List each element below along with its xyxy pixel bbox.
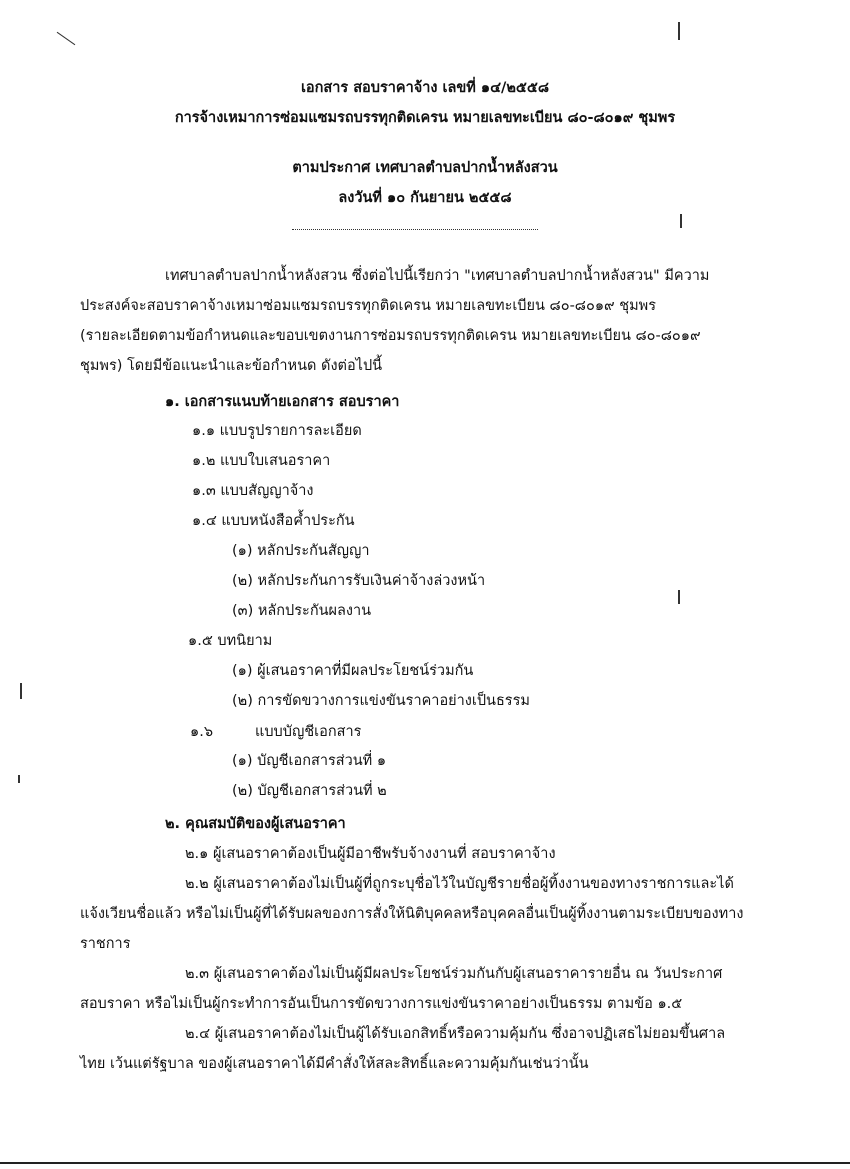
announcement-date: ลงวันที่ ๑๐ กันยายน ๒๕๕๘ (338, 190, 512, 206)
qualification-2-2-line-3: ราชการ (80, 936, 131, 952)
attachment-item: ๑.๓ แบบสัญญาจ้าง (192, 483, 314, 499)
document-list-item: (๑) บัญชีเอกสารส่วนที่ ๑ (232, 753, 387, 769)
definitions-label: ๑.๕ บทนิยาม (188, 633, 273, 649)
definition-item: (๒) การขัดขวางการแข่งขันราคาอย่างเป็นธรรม (232, 693, 530, 709)
scan-speck (18, 775, 20, 783)
qualification-2-2-line-2: แจ้งเวียนชื่อแล้ว หรือไม่เป็นผู้ที่ได้รับผลของการสั่งให้นิติบุคคลหรือบุคคลอื่นเป็นผู้ทิ้งงานตามระเบียบของทาง (80, 906, 744, 922)
scan-speck (678, 22, 680, 40)
qualification-2-3-line-2: สอบราคา หรือไม่เป็นผู้กระทำการอันเป็นการขัดขวางการแข่งขันราคาอย่างเป็นธรรม ตามข้อ ๑.๕ (80, 996, 683, 1012)
announcement-line: ตามประกาศ เทศบาลตำบลปากน้ำหลังสวน (292, 160, 558, 176)
qualification-2-2-line-1: ๒.๒ ผู้เสนอราคาต้องไม่เป็นผู้ที่ถูกระบุชื่อไว้ในบัญชีรายชื่อผู้ทิ้งงานของทางราชการและได้ (185, 876, 734, 892)
qualification-2-4-line-1: ๒.๔ ผู้เสนอราคาต้องไม่เป็นผู้ได้รับเอกสิทธิ์หรือความคุ้มกัน ซึ่งอาจปฏิเสธไม่ยอมขึ้นศาล (185, 1026, 726, 1042)
dotted-separator (292, 229, 538, 230)
document-list-number: ๑.๖ (190, 724, 214, 740)
scan-speck (680, 214, 682, 228)
attachment-item: ๑.๔ แบบหนังสือค้ำประกัน (192, 513, 355, 529)
scan-bottom-edge (0, 1162, 850, 1164)
guarantee-item: (๓) หลักประกันผลงาน (232, 603, 372, 619)
qualification-2-1: ๒.๑ ผู้เสนอราคาต้องเป็นผู้มีอาชีพรับจ้างงานที่ สอบราคาจ้าง (185, 846, 556, 862)
guarantee-item: (๑) หลักประกันสัญญา (232, 543, 370, 559)
scan-speck (678, 590, 680, 604)
guarantee-item: (๒) หลักประกันการรับเงินค่าจ้างล่วงหน้า (232, 573, 486, 589)
qualification-2-3-line-1: ๒.๓ ผู้เสนอราคาต้องไม่เป็นผู้มีผลประโยชน์ร่วมกันกับผู้เสนอราคารายอื่น ณ วันประกาศ (185, 966, 723, 982)
document-list-label: แบบบัญชีเอกสาร (255, 724, 362, 740)
definition-item: (๑) ผู้เสนอราคาที่มีผลประโยชน์ร่วมกัน (232, 663, 474, 679)
intro-line-1: เทศบาลตำบลปากน้ำหลังสวน ซึ่งต่อไปนี้เรียกว่า "เทศบาลตำบลปากน้ำหลังสวน" มีความ (165, 268, 710, 284)
document-subject: การจ้างเหมาการซ่อมแซมรถบรรทุกติดเครน หมายเลขทะเบียน ๘๐-๘๐๑๙ ชุมพร (174, 110, 676, 126)
scan-speck (20, 683, 22, 699)
document-list-item: (๒) บัญชีเอกสารส่วนที่ ๒ (232, 783, 387, 799)
attachment-item: ๑.๒ แบบใบเสนอราคา (192, 453, 331, 469)
scan-speck (57, 32, 76, 45)
attachment-item: ๑.๑ แบบรูปรายการละเอียด (192, 423, 362, 439)
intro-line-2: ประสงค์จะสอบราคาจ้างเหมาซ่อมแซมรถบรรทุกติดเครน หมายเลขทะเบียน ๘๐-๘๐๑๙ ชุมพร (80, 298, 657, 314)
qualification-2-4-line-2: ไทย เว้นแต่รัฐบาล ของผู้เสนอราคาได้มีคำสั่งให้สละสิทธิ์และความคุ้มกันเช่นว่านั้น (80, 1056, 589, 1072)
intro-line-3: (รายละเอียดตามข้อกำหนดและขอบเขตงานการซ่อมรถบรรทุกติดเครน หมายเลขทะเบียน ๘๐-๘๐๑๙ (80, 328, 701, 344)
intro-line-4: ชุมพร) โดยมีข้อแนะนำและข้อกำหนด ดังต่อไปนี้ (80, 358, 383, 374)
section-1-heading: ๑. เอกสารแนบท้ายเอกสาร สอบราคา (165, 394, 400, 410)
document-title: เอกสาร สอบราคาจ้าง เลขที่ ๑๔/๒๕๕๘ (300, 80, 550, 96)
section-2-heading: ๒. คุณสมบัติของผู้เสนอราคา (165, 816, 346, 832)
